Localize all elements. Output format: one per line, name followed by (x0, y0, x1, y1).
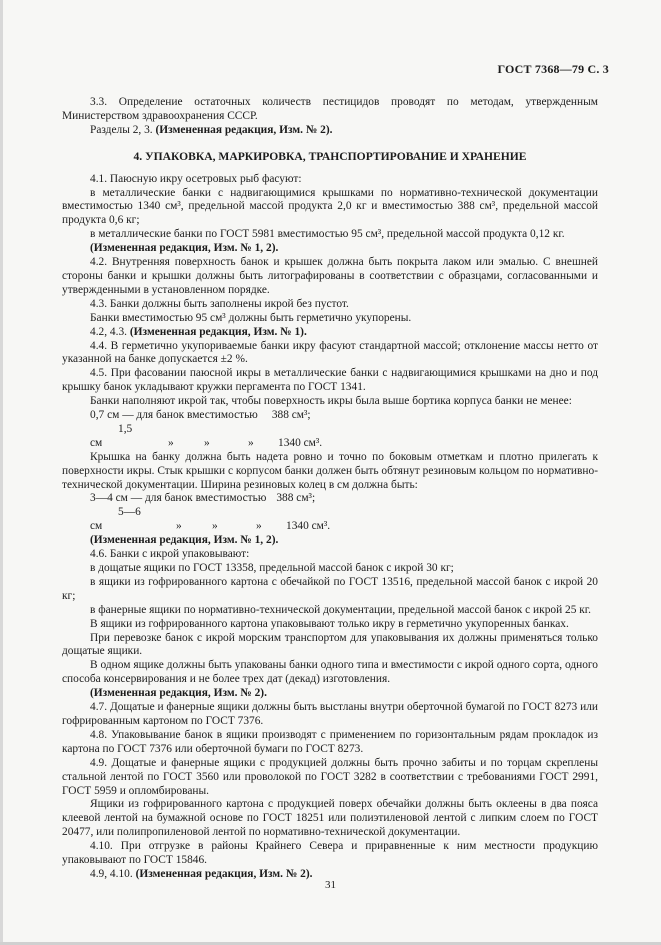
paragraph-4-9: 4.9. Дощатые и фанерные ящики с продукцией должны быть прочно забиты и по торцам скреплены стальной лентой по ГОСТ 3560 или проволокой по ГОСТ 3282 в соответствии с требованиями ГОСТ 2991, ГОСТ 5959 и опломбированы. (62, 756, 598, 797)
row-value: 1340 см³. (286, 520, 331, 533)
paragraph-3-3: 3.3. Определение остаточных количеств пестицидов проводят по методам, утвержденным Министерством здравоохранения СССР. (62, 96, 598, 122)
paragraph-4-5-b: Банки наполняют икрой так, чтобы поверхность икры была выше бортика корпуса банки не менее: (90, 395, 572, 408)
table-row-4 (62, 506, 598, 534)
paragraph-4-2: 4.2. Внутренняя поверхность банок и крышек должна быть покрыта лаком или эмалью. С внешней стороны банки и крышки должны быть литографированы в соответствии с образцами, согласованными и утвержденными в установленном порядке. (62, 256, 598, 296)
scan-edge-left (0, 0, 3, 945)
ditto-mark: » (248, 436, 254, 449)
row-label: 3—4 см — для банок вместимостью (90, 492, 267, 505)
paragraph-4-1-b: в металлические банки по ГОСТ 5981 вместимостью 95 см³, предельной массой продукта 0,12 кг. (90, 228, 565, 241)
table-row-1 (62, 409, 598, 423)
paragraph-4-5-c: Крышка на банку должна быть надета ровно и точно по боковым отметкам и плотно прилегать к поверхности икры. Стык крышки с корпусом банки должен быть обтянут резиновым кольцом по нормативно-технической документации. Ширина резиновых колец в см должна быть: (62, 450, 598, 491)
paragraph-4-5: 4.5. При фасовании паюсной икры в металлические банки с надвигающимися крышками на дно и под крышку банок укладывают кружки пергамента по ГОСТ 1341. (62, 367, 598, 394)
paragraph-4-1-a: в металлические банки с надвигающимися крышками по нормативно-технической документации вместимостью 1340 см³, предельной массой продукта 2,0 кг и вместимостью 388 см³, предельной массой продукта 0,6 кг; (62, 186, 598, 227)
edit-note: (Измененная редакция, Изм. № 2). (135, 867, 313, 880)
paragraph-4-7: 4.7. Дощатые и фанерные ящики должны быть выстланы внутри оберточной бумагой по ГОСТ 8273 или гофрированным картоном по ГОСТ 7376. (62, 701, 598, 727)
paragraph-4-9-b: Ящики из гофрированного картона с продукцией поверх обечайки должны быть оклеены в два пояса клеевой лентой на бумажной основе по ГОСТ 18251 или полиэтиленовой лентой с липким слоем по ГОСТ 20477, или полипропиленовой лентой по нормативно-технической документации. (62, 798, 598, 839)
edit-note: (Измененная редакция, Изм. № 1). (129, 325, 307, 338)
paragraph-4-10: 4.10. При отгрузке в районы Крайнего Севера и приравненные к ним местности продукцию упаковывают по ГОСТ 15846. (62, 840, 598, 867)
edit-note-3: (Измененная редакция, Изм. № 2). (90, 687, 267, 700)
paragraph-4-6: 4.6. Банки с икрой упаковывают: (90, 548, 250, 561)
ditto-mark: » (212, 520, 218, 533)
row-value: 1340 см³. (278, 436, 323, 449)
edit-note-1: (Измененная редакция, Изм. № 1, 2). (90, 242, 279, 255)
row-label: 5—6 см (90, 506, 141, 533)
page-header: ГОСТ 7368—79 С. 3 (497, 62, 609, 76)
paragraph-4-6-d: В ящики из гофрированного картона упаковывают только икру в герметично укупоренных банках. (90, 617, 569, 630)
paragraph-4-8: 4.8. Упаковывание банок в ящики производят с применением по горизонтальным рядам прокладок из картона по ГОСТ 7376 или оберточной бумаги по ГОСТ 8273. (62, 728, 598, 755)
sections-note: Разделы 2, 3. (90, 123, 156, 136)
table-row-3 (62, 492, 598, 506)
row-value: 388 см³; (276, 492, 316, 505)
ditto-mark: » (204, 436, 210, 449)
paragraph-4-2-4-3 (62, 326, 598, 340)
ditto-mark: » (256, 520, 262, 533)
section-4-title: 4. УПАКОВКА, МАРКИРОВКА, ТРАНСПОРТИРОВАНИЕ И ХРАНЕНИЕ (133, 149, 527, 163)
paragraph-sections-2-3 (62, 124, 598, 138)
paragraph-4-6-e: При перевозке банок с икрой морским транспортом для упаковывания их должны применяться только дощатые ящики. (62, 631, 598, 658)
clause-ref: 4.2, 4.3. (90, 325, 130, 338)
paragraph-4-6-b: в ящики из гофрированного картона с обечайкой по ГОСТ 13516, предельной массой банок с икрой 20 кг; (62, 575, 598, 602)
paragraph-4-6-c: в фанерные ящики по нормативно-технической документации, предельной массой банок с икрой 25 кг. (90, 603, 592, 616)
paragraph-4-4: 4.4. В герметично укупориваемые банки икру фасуют стандартной массой; отклонение массы нетто от указанной на банке допускается ±2 %. (62, 339, 598, 366)
table-row-2 (62, 423, 598, 451)
ditto-mark: » (168, 436, 174, 449)
page-number: 31 (325, 879, 336, 891)
clause-ref: 4.9, 4.10. (90, 867, 136, 880)
edit-note: (Измененная редакция, Изм. № 2). (155, 123, 333, 136)
paragraph-4-6-f: В одном ящике должны быть упакованы банки одного типа и вместимости с икрой одного сорта, одного способа консервирования и не более трех дат (декад) изготовления. (62, 659, 598, 686)
paragraph-4-3-b: Банки вместимостью 95 см³ должны быть герметично укупорены. (90, 311, 412, 324)
row-label: 0,7 см — для банок вместимостью (90, 409, 258, 422)
row-value: 388 см³; (271, 409, 311, 422)
ditto-mark: » (176, 520, 182, 533)
document-body (62, 96, 598, 882)
row-label: 1,5 см (90, 422, 133, 449)
paragraph-4-1: 4.1. Паюсную икру осетровых рыб фасуют: (90, 172, 302, 185)
edit-note-2: (Измененная редакция, Изм. № 1, 2). (90, 534, 279, 547)
paragraph-4-6-a: в дощатые ящики по ГОСТ 13358, предельной массой банок с икрой 30 кг; (90, 562, 454, 574)
paragraph-4-3: 4.3. Банки должны быть заполнены икрой без пустот. (90, 297, 349, 310)
